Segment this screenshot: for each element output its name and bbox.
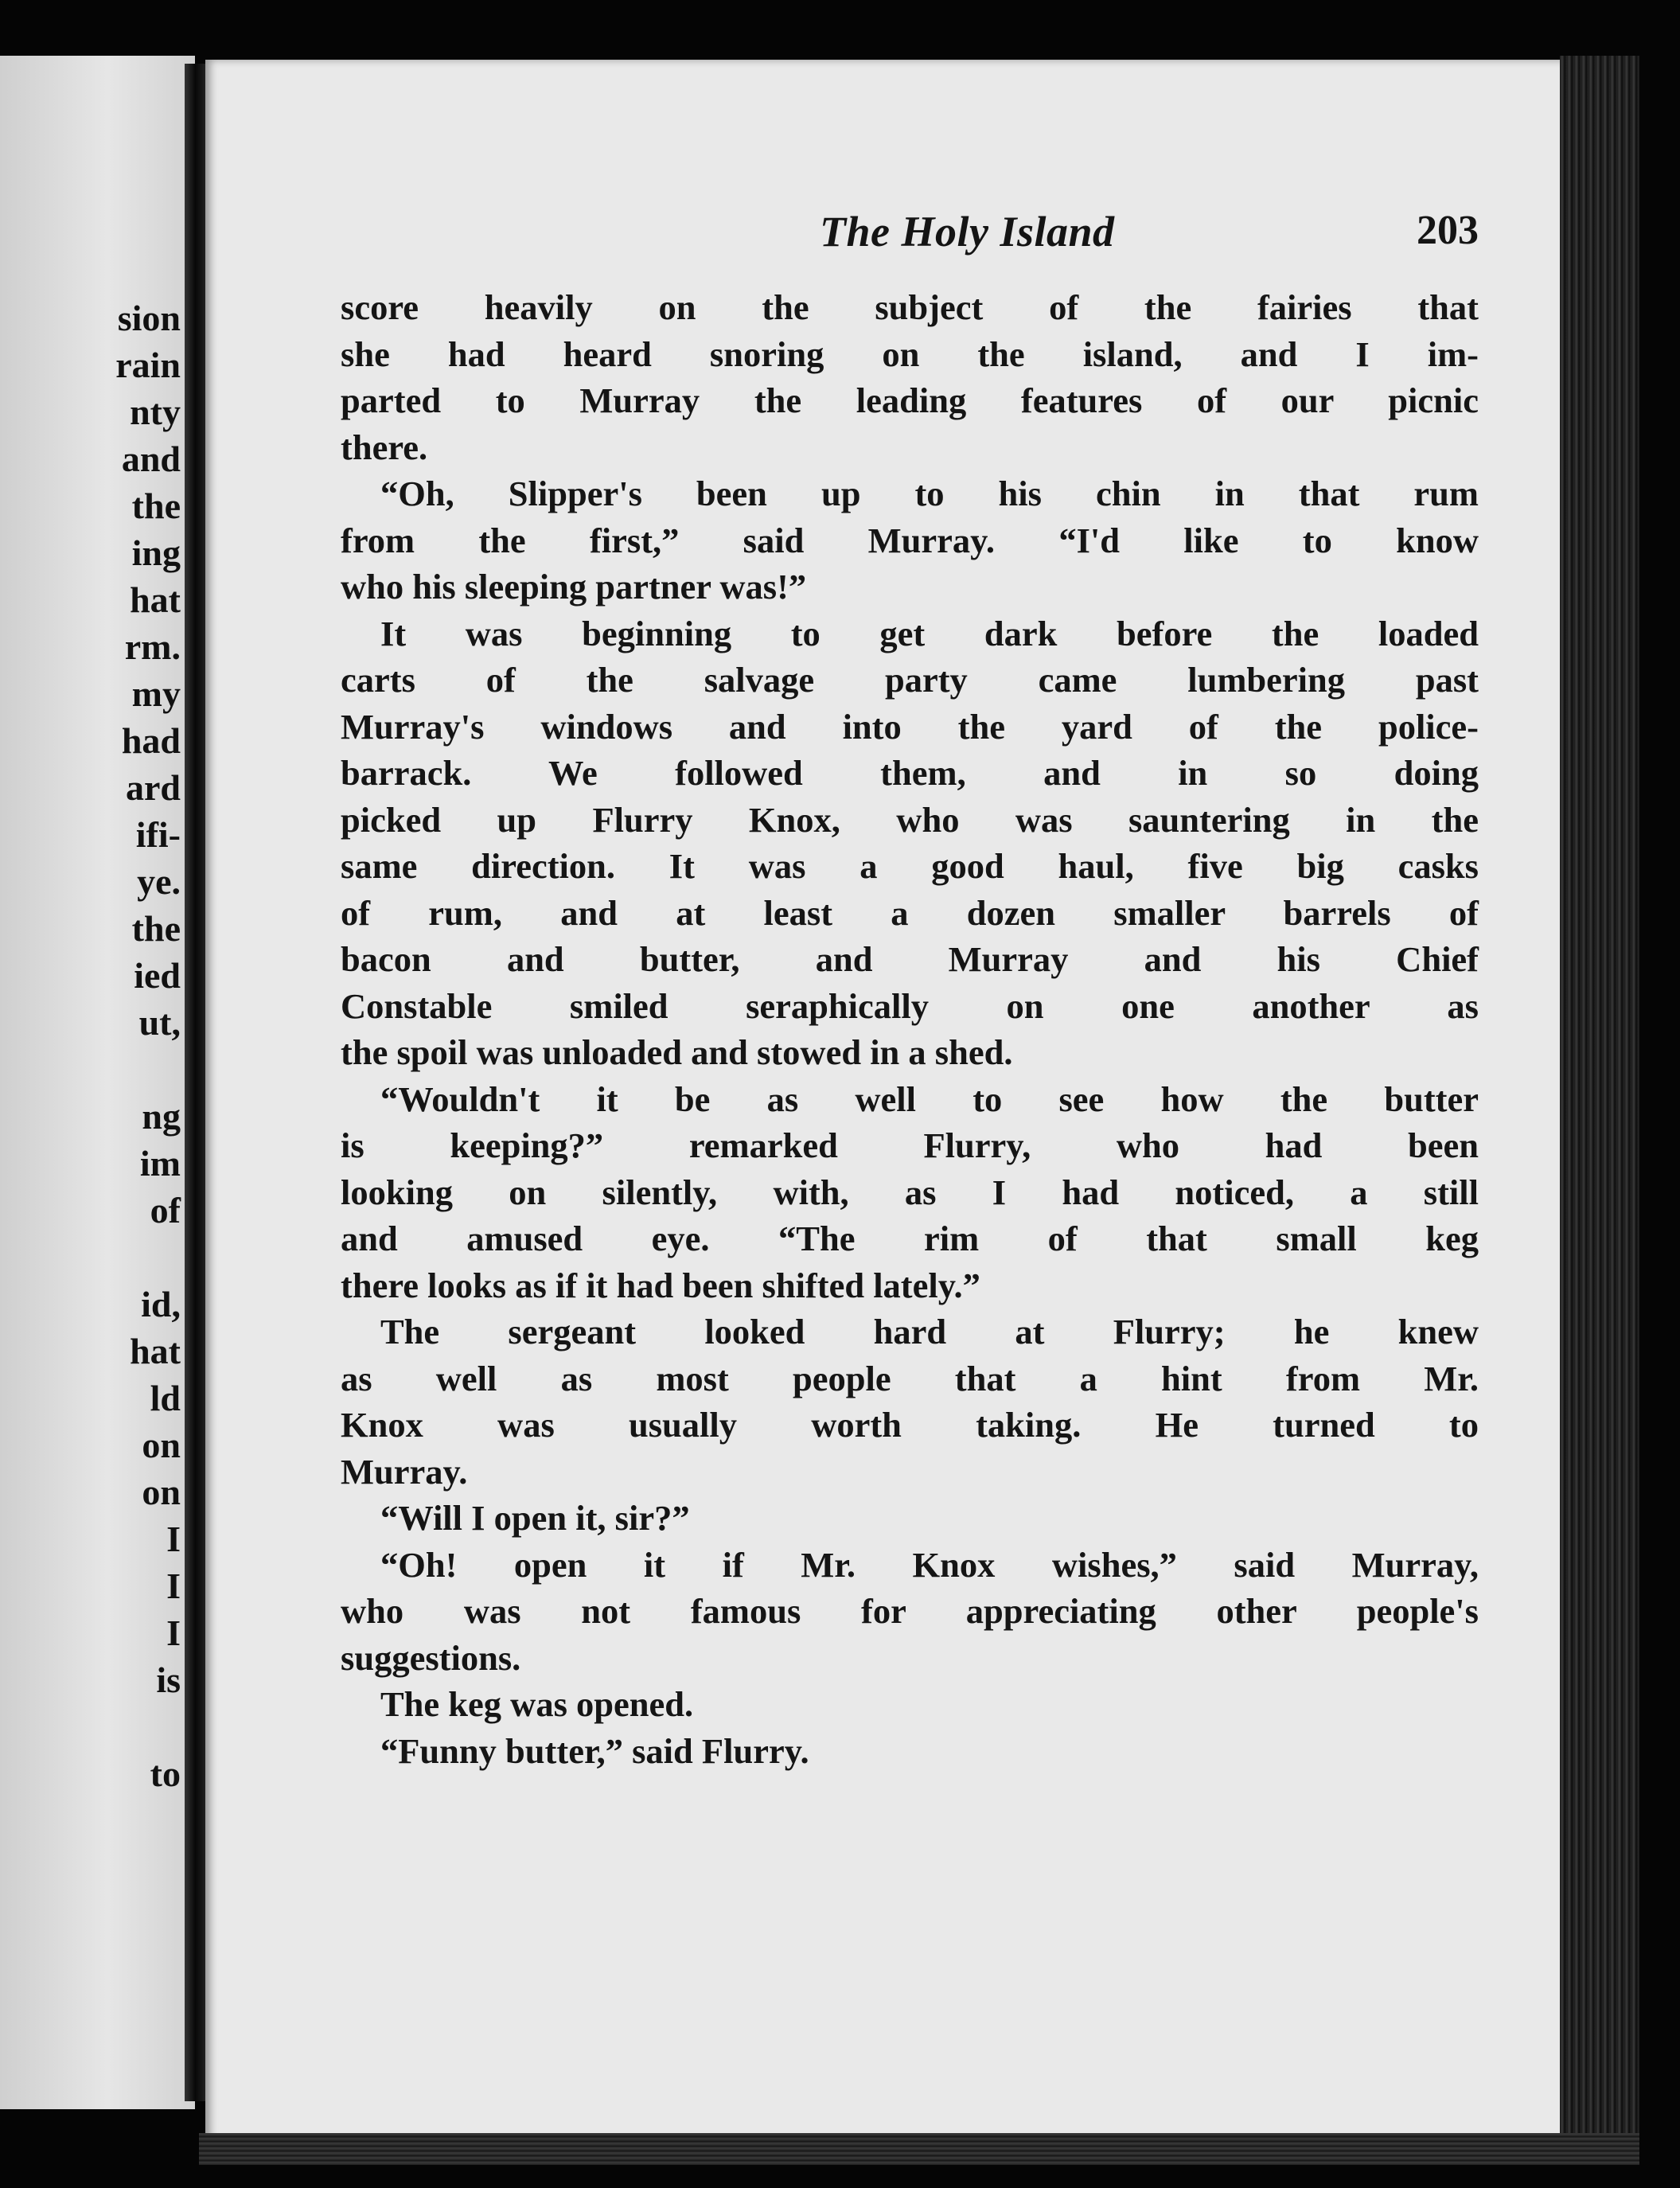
left-page-fragment: the (131, 486, 181, 526)
left-page-fragment: ng (142, 1096, 181, 1137)
left-page-fragment (115, 1046, 181, 1093)
left-page-fragment: I (166, 1566, 181, 1606)
left-page-fragment: on (142, 1425, 181, 1465)
left-page-fragment: ld (150, 1378, 181, 1418)
text-line: Murray. (341, 1451, 468, 1492)
text-line: same direction. It was a good haul, five big casks (341, 846, 1479, 886)
bottom-page-edges (199, 2133, 1639, 2165)
text-line: bacon and butter, and Murray and his Chief (341, 939, 1479, 979)
text-line: It was beginning to get dark before the loaded (380, 613, 1479, 653)
text-line: parted to Murray the leading features of our picnic (341, 380, 1479, 420)
left-page-fragment: ye. (137, 861, 181, 902)
left-page-fragment: hat (130, 1331, 181, 1371)
left-page-text-fragments (115, 294, 181, 1797)
left-page-fragment: rain (115, 345, 181, 385)
left-page-fragment: and (121, 439, 181, 479)
left-page-fragment: nty (130, 392, 181, 432)
text-line: barrack. We followed them, and in so doing (341, 753, 1479, 793)
text-line: “Funny butter,” said Flurry. (380, 1730, 809, 1771)
left-page-fragment: had (121, 720, 181, 761)
text-line: The sergeant looked hard at Flurry; he knew (380, 1312, 1479, 1351)
text-line: who was not famous for appreciating other people's (341, 1591, 1479, 1631)
text-line: there. (341, 427, 428, 467)
running-title: The Holy Island (820, 208, 1115, 255)
left-page-fragment (115, 1703, 181, 1750)
text-line: suggestions. (341, 1637, 521, 1678)
left-page-fragment: the (131, 908, 181, 949)
left-page-fragment: to (150, 1753, 181, 1794)
text-line: Constable smiled seraphically on one another as (341, 985, 1479, 1026)
body-text (341, 284, 1479, 1774)
left-page-fragment: on (142, 1472, 181, 1512)
left-page-fragment: ifi- (135, 814, 181, 855)
page-header (341, 207, 1479, 263)
left-page-fragment: sion (117, 298, 181, 338)
left-page-fragment: ied (134, 955, 181, 996)
left-page-fragment (115, 1234, 181, 1281)
text-line: she had heard snoring on the island, and I im- (341, 333, 1479, 374)
left-page-fragment: ut, (138, 1002, 181, 1043)
text-line: carts of the salvage party came lumbering past (341, 660, 1479, 700)
text-line: picked up Flurry Knox, who was sauntering in the (341, 799, 1479, 840)
left-page-fragment: ing (131, 532, 181, 573)
left-page-fragment: is (156, 1660, 181, 1700)
left-page-fragment: of (150, 1190, 181, 1231)
text-line: score heavily on the subject of the fairies that (341, 287, 1479, 327)
text-line: is keeping?” remarked Flurry, who had been (341, 1125, 1479, 1165)
text-line: Murray's windows and into the yard of the police- (341, 706, 1479, 747)
left-page-fragment: my (131, 673, 181, 714)
text-line: who his sleeping partner was!” (341, 567, 807, 606)
left-page-fragment: ard (126, 767, 181, 808)
text-line: “Oh! open it if Mr. Knox wishes,” said Murray, (380, 1544, 1479, 1585)
left-page-fragment: id, (141, 1284, 181, 1324)
text-line: The keg was opened. (380, 1684, 694, 1724)
right-page (205, 60, 1582, 2161)
text-line: the spoil was unloaded and stowed in a shed. (341, 1032, 1013, 1072)
left-page-fragment: im (139, 1143, 181, 1184)
text-line: from the first,” said Murray. “I'd like to know (341, 520, 1479, 560)
left-page (0, 56, 195, 2109)
text-line: Knox was usually worth taking. He turned to (341, 1405, 1479, 1445)
text-line: “Oh, Slipper's been up to his chin in that rum (380, 474, 1479, 513)
text-line: as well as most people that a hint from Mr. (341, 1358, 1479, 1398)
text-line: and amused eye. “The rim of that small keg (341, 1219, 1479, 1258)
left-page-fragment: I (166, 1519, 181, 1559)
left-page-fragment: I (166, 1613, 181, 1653)
text-line: there looks as if it had been shifted lately.” (341, 1265, 980, 1305)
left-page-fragment: rm. (124, 626, 181, 667)
text-line: “Will I open it, sir?” (380, 1498, 690, 1538)
text-line: “Wouldn't it be as well to see how the butter (380, 1078, 1479, 1119)
text-line: looking on silently, with, as I had noticed, a still (341, 1172, 1479, 1212)
page-edges (1560, 56, 1639, 2157)
page-number: 203 (1417, 208, 1479, 253)
left-page-fragment: hat (130, 579, 181, 620)
text-line: of rum, and at least a dozen smaller barrels of (341, 892, 1479, 933)
